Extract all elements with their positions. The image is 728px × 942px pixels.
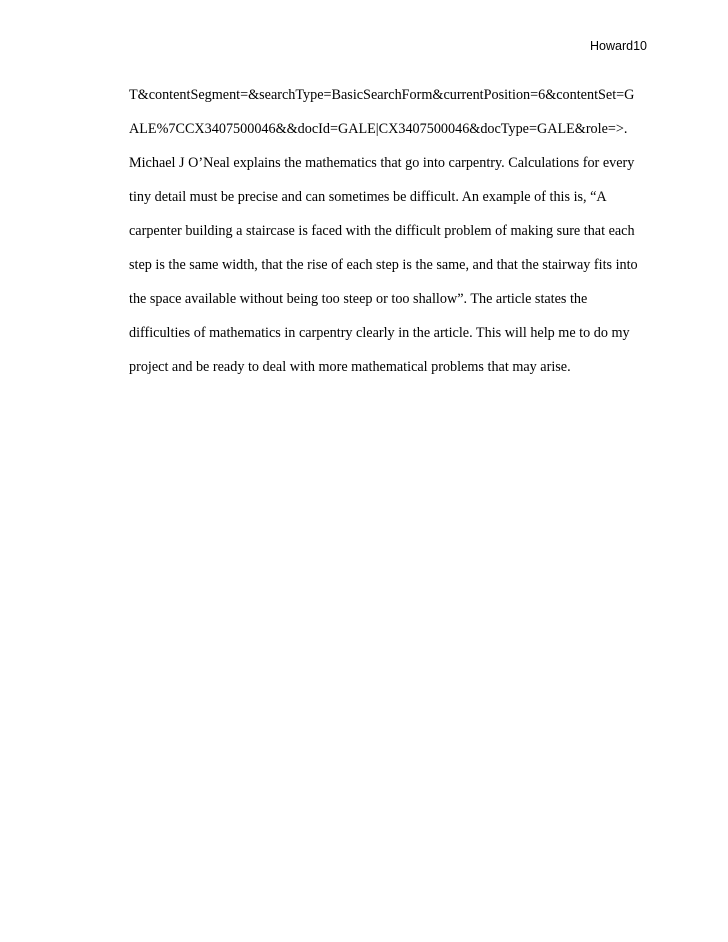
text-line: T&contentSegment=&searchType=BasicSearchForm&currentPosition=6&contentSet=G [129, 87, 635, 103]
text-line: step is the same width, that the rise of each step is the same, and that the stairway fits into [129, 257, 638, 273]
text-line: tiny detail must be precise and can sometimes be difficult. An example of this is, “A [129, 189, 607, 205]
text-line: project and be ready to deal with more mathematical problems that may arise. [129, 359, 571, 375]
text-line: carpenter building a staircase is faced with the difficult problem of making sure that each [129, 223, 635, 239]
text-line: difficulties of mathematics in carpentry clearly in the article. This will help me to do my [129, 325, 630, 341]
document-body [129, 78, 659, 384]
text-line: Michael J O’Neal explains the mathematics that go into carpentry. Calculations for every [129, 155, 635, 171]
text-line: the space available without being too steep or too shallow”. The article states the [129, 291, 588, 307]
text-line: ALE%7CCX3407500046&&docId=GALE|CX3407500046&docType=GALE&role=>. [129, 121, 628, 137]
running-header: Howard10 [590, 39, 647, 53]
